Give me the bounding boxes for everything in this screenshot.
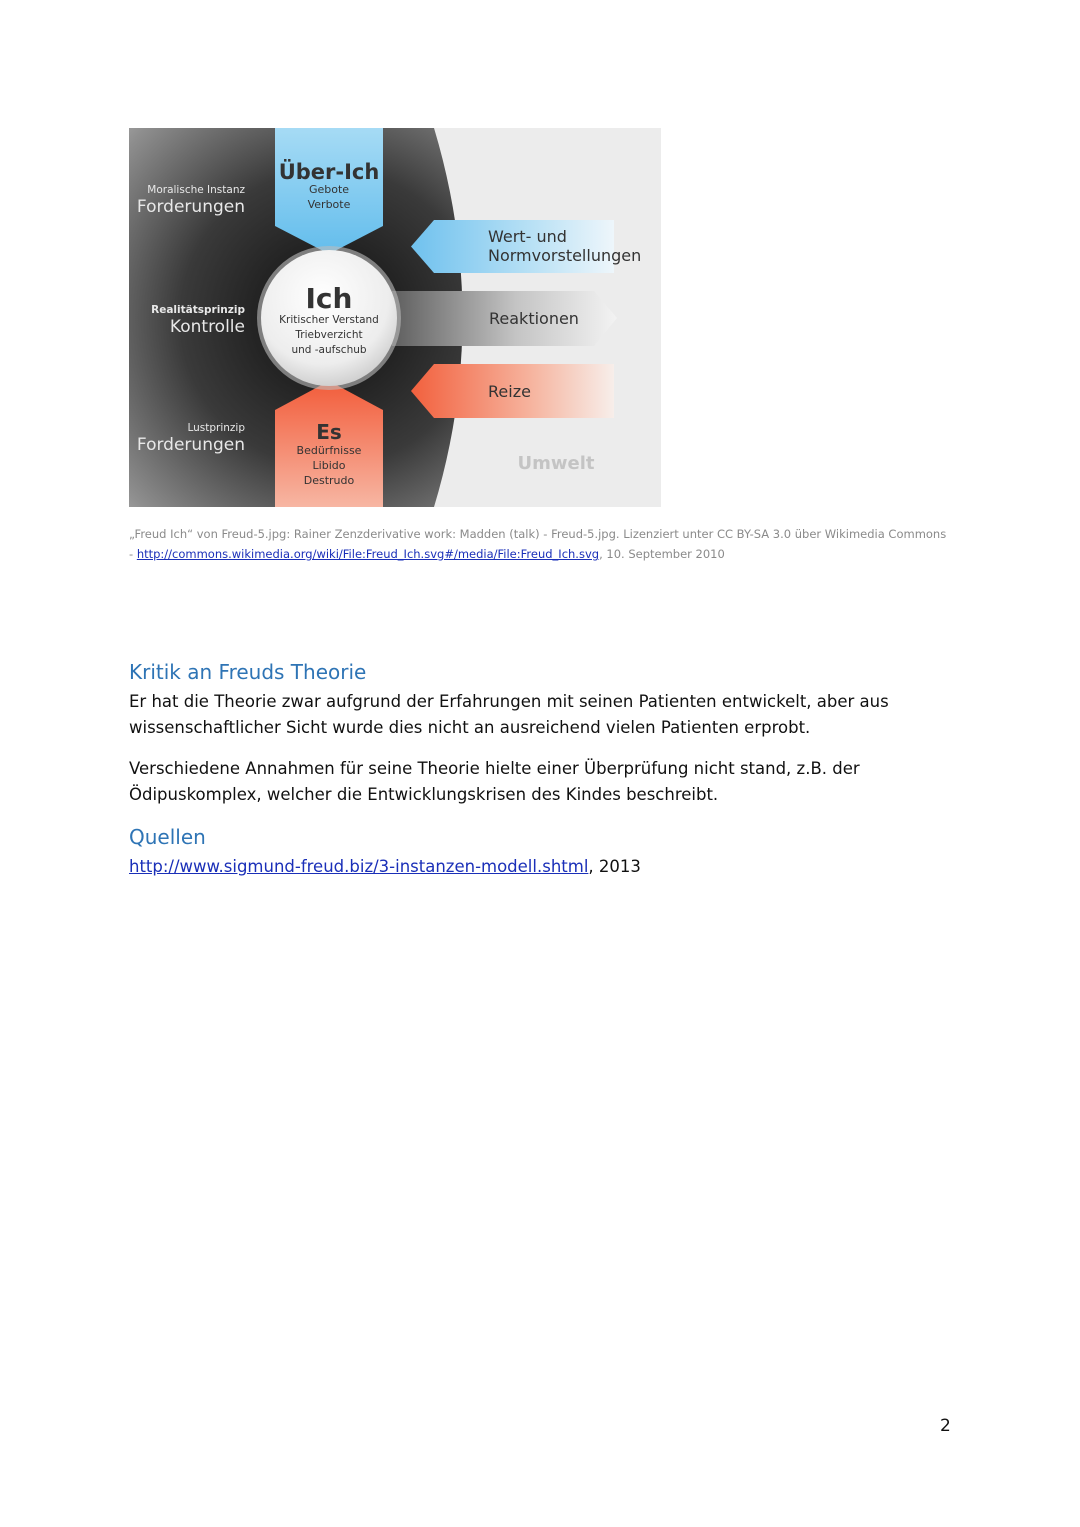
ich-line: und -aufschub	[291, 344, 367, 356]
source-link[interactable]: http://www.sigmund-freud.biz/3-instanzen-modell.shtml	[129, 857, 589, 876]
label-forderungen-top: Forderungen	[136, 197, 245, 217]
label-moralische-instanz: Moralische Instanz	[147, 184, 245, 196]
label-lustprinzip: Lustprinzip	[187, 422, 245, 434]
label-kontrolle: Kontrolle	[169, 317, 245, 337]
caption-date: , 10. September 2010	[599, 547, 725, 561]
paragraph-kritik-2: Verschiedene Annahmen für seine Theorie hielte einer Überprüfung nicht stand, z.B. der Ödipuskomplex, welcher die Entwicklungskrisen des Kindes beschreibt.	[129, 759, 860, 804]
paragraph-kritik-1: Er hat die Theorie zwar aufgrund der Erfahrungen mit seinen Patienten entwickelt, aber aus wissenschaftlicher Sicht wurde dies nicht an ausreichend vielen Patienten erprobt.	[129, 692, 889, 737]
ueber-ich-line: Gebote	[308, 183, 350, 196]
page-number: 2	[940, 1416, 951, 1436]
ich-line: Triebverzicht	[295, 329, 363, 341]
arrow-label-reaktionen: Reaktionen	[489, 309, 579, 328]
umwelt-label: Umwelt	[517, 453, 595, 474]
ueber-ich-title: Über-Ich	[278, 160, 380, 184]
heading-kritik: Kritik an Freuds Theorie	[129, 660, 367, 684]
source-year: , 2013	[588, 857, 641, 876]
es-title: Es	[316, 420, 342, 444]
figure-caption	[129, 524, 949, 564]
label-forderungen-bottom: Forderungen	[136, 435, 245, 455]
caption-text: „Freud Ich“ von Freud-5.jpg: Rainer Zenzderivative work: Madden (talk) - Freud-5.jpg. Lizenziert unter CC BY-SA 3.0 über Wikimedia Commons -	[129, 527, 947, 561]
arrow-label-normvorstellungen: Normvorstellungen	[488, 246, 642, 265]
es-line: Bedürfnisse	[296, 444, 362, 457]
caption-link[interactable]: http://commons.wikimedia.org/wiki/File:Freud_Ich.svg#/media/File:Freud_Ich.svg	[136, 547, 600, 561]
arrow-label-wert: Wert- und	[488, 227, 567, 246]
ich-line: Kritischer Verstand	[279, 314, 379, 326]
es-line: Libido	[312, 459, 346, 472]
source-entry	[129, 854, 929, 880]
freud-instanzen-diagram	[129, 128, 661, 507]
arrow-label-reize: Reize	[488, 382, 531, 401]
ich-title: Ich	[305, 282, 353, 315]
ueber-ich-line: Verbote	[307, 198, 351, 211]
heading-quellen: Quellen	[129, 825, 206, 849]
label-realitaetsprinzip: Realitätsprinzip	[151, 304, 245, 316]
es-line: Destrudo	[303, 474, 355, 487]
